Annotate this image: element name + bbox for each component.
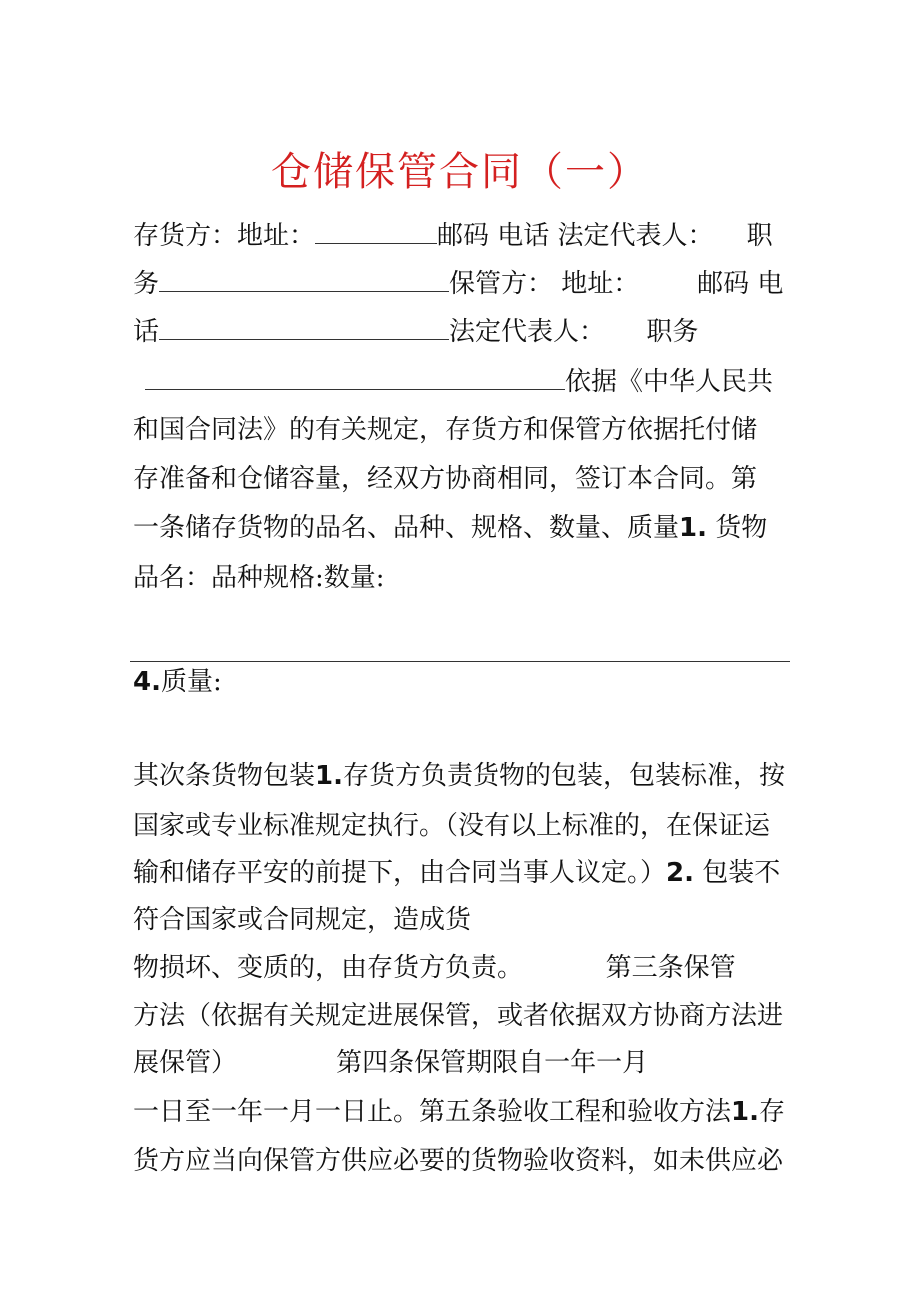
contact-labels: 邮码 电话 法定代表人： 职: [437, 221, 773, 251]
item-number: 2.: [666, 858, 694, 888]
article-3-line: 物损坏、变质的，由存货方负责。 第三条保管: [133, 953, 736, 983]
paragraph-line: 国家或专业标准规定执行。（没有以上标准的，在保证运: [133, 811, 771, 841]
goods-fields-line: 品名：品种规格:数量:: [133, 563, 385, 593]
item-number: 1.: [679, 513, 707, 543]
fill-in-rule: [130, 661, 790, 662]
item-number: 1.: [731, 1097, 759, 1127]
quality-line: 4.质量:: [133, 667, 222, 697]
paragraph-line: 和国合同法》的有关规定，存货方和保管方依据托付储: [133, 415, 758, 445]
contract-title: 仓储保管合同（一）: [271, 149, 649, 195]
article-1-line: 一条储存货物的品名、品种、规格、数量、质量1. 货物: [133, 513, 768, 543]
basis-line: [133, 364, 773, 400]
representative-label: 法定代表人： 职务: [449, 317, 699, 347]
article-4-line: 展保管） 第四条保管期限自一年一月: [133, 1048, 649, 1078]
paragraph-line: 符合国家或合同规定，造成货: [133, 905, 472, 935]
depositor-address-label: 存货方：地址：: [133, 221, 316, 251]
item-number: 1.: [315, 761, 343, 791]
address-blank: [315, 219, 437, 244]
custodian-labels: 保管方： 地址： 邮码 电: [449, 269, 784, 299]
phone-label-end: 话: [133, 317, 160, 347]
phone-blank: [159, 315, 449, 340]
paragraph-line: 方法（依据有关规定进展保管，或者依据双方协商方法进: [133, 1001, 784, 1031]
party-a-line: [133, 218, 773, 254]
position-blank: [159, 267, 449, 292]
law-reference-start: 依据《中华人民共: [565, 367, 774, 397]
item-number: 4.: [133, 667, 161, 697]
paragraph-line: 输和储存平安的前提下，由合同当事人议定。）2. 包装不: [133, 858, 781, 888]
paragraph-line: 货方应当向保管方供应必要的货物验收资料，如未供应必: [133, 1146, 784, 1176]
position-blank-2: [145, 365, 565, 390]
paragraph-line: 存准备和仓储容量，经双方协商相同，签订本合同。第: [133, 464, 758, 494]
position-line: [133, 266, 783, 302]
phone-line: [133, 314, 698, 350]
position-label-end: 务: [133, 269, 160, 299]
article-2-line: 其次条货物包装1.存货方负责货物的包装，包装标准，按: [133, 761, 785, 791]
article-5-line: 一日至一年一月一日止。第五条验收工程和验收方法1.存: [133, 1097, 785, 1127]
